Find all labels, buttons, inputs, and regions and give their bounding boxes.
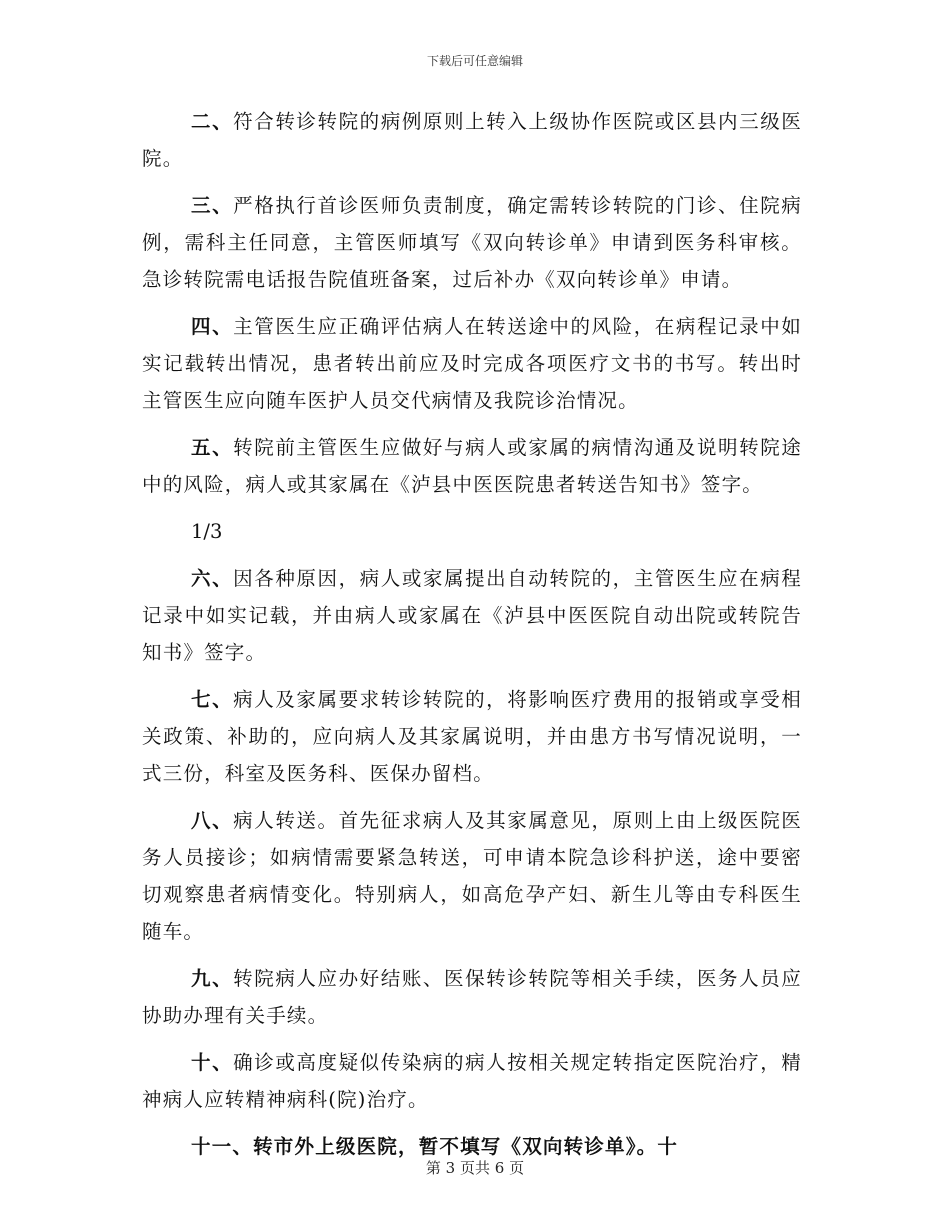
clause-text: 病人转送。首先征求病人及其家属意见，原则上由上级医院医务人员接诊；如病情需要紧急转送，可申请本院急诊科护送，途中要密切观察患者病情变化。特别病人，如高危孕产妇、新生儿等由专科医生随车。 [142, 809, 802, 943]
clause-number: 九、 [191, 967, 234, 990]
page-header: 下载后可任意编辑 [426, 54, 523, 68]
clause-number: 七、 [191, 688, 234, 711]
clause-6 [142, 560, 802, 671]
clause-number: 六、 [191, 567, 234, 590]
clause-2 [142, 103, 802, 177]
clause-5 [142, 429, 802, 503]
clause-text: 因各种原因，病人或家属提出自动转院的，主管医生应在病程记录中如实记载，并由病人或家属在《泸县中医医院自动出院或转院告知书》签字。 [142, 567, 802, 664]
clause-text: 确诊或高度疑似传染病的病人按相关规定转指定医院治疗，精神病人应转精神病科(院)治疗。 [142, 1051, 802, 1111]
clause-number: 四、 [191, 315, 234, 338]
clause-7 [142, 681, 802, 792]
clause-text: 转院病人应办好结账、医保转诊转院等相关手续，医务人员应协助办理有关手续。 [142, 967, 802, 1027]
clause-number: 十、 [191, 1051, 234, 1074]
clause-4 [142, 308, 802, 419]
clause-number: 十一、 [191, 1135, 254, 1158]
clause-text: 病人及家属要求转诊转院的，将影响医疗费用的报销或享受相关政策、补助的，应向病人及其家属说明，并由患方书写情况说明，一式三份，科室及医务科、医保办留档。 [142, 688, 802, 785]
clause-number: 三、 [191, 194, 234, 217]
document-body [142, 103, 802, 1175]
clause-number: 五、 [191, 436, 234, 459]
clause-text: 转院前主管医生应做好与病人或家属的病情沟通及说明转院途中的风险，病人或其家属在《泸县中医医院患者转送告知书》签字。 [142, 436, 802, 496]
clause-text: 符合转诊转院的病例原则上转入上级协作医院或区县内三级医院。 [142, 110, 802, 170]
clause-10 [142, 1044, 802, 1118]
clause-8 [142, 802, 802, 950]
clause-number: 二、 [191, 110, 234, 133]
clause-9 [142, 960, 802, 1034]
clause-number: 八、 [191, 809, 234, 832]
page-footer: 第 3 页共 6 页 [425, 1159, 525, 1177]
clause-text: 严格执行首诊医师负责制度，确定需转诊转院的门诊、住院病例，需科主任同意，主管医师填写《双向转诊单》申请到医务科审核。急诊转院需电话报告院值班备案，过后补办《双向转诊单》申请。 [142, 194, 802, 291]
page-marker: 1/3 [191, 520, 223, 543]
clause-text: 转市外上级医院，暂不填写《双向转诊单》。十 [253, 1135, 679, 1158]
clause-3 [142, 187, 802, 298]
clause-text: 主管医生应正确评估病人在转送途中的风险，在病程记录中如实记载转出情况，患者转出前应及时完成各项医疗文书的书写。转出时主管医生应向随车医护人员交代病情及我院诊治情况。 [142, 315, 802, 412]
